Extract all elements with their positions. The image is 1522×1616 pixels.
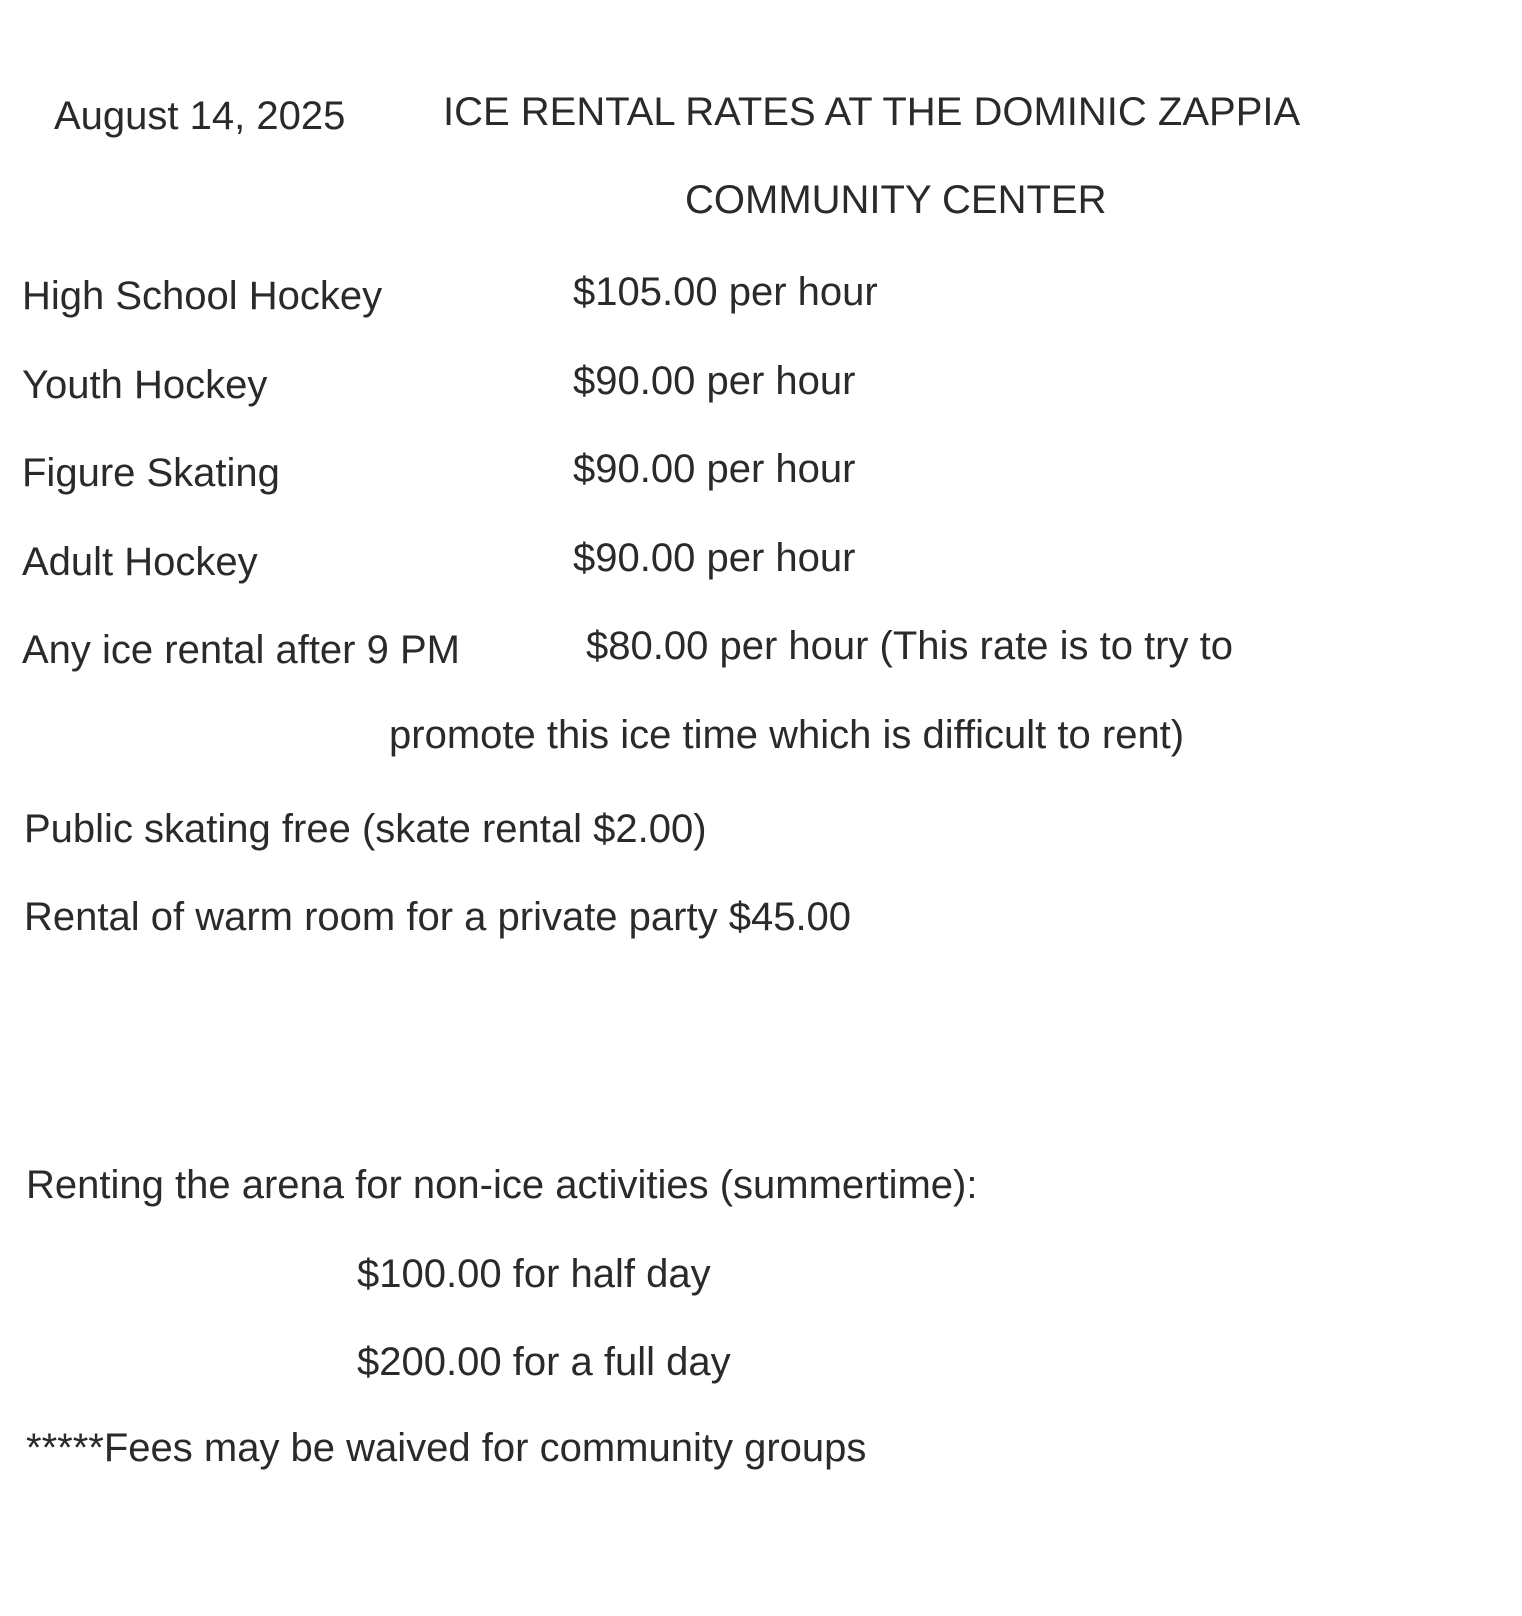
non-ice-heading: Renting the arena for non-ice activities (summertime): (26, 1163, 978, 1207)
non-ice-half-day-rate: $100.00 for half day (357, 1252, 711, 1296)
rate-value-high-school-hockey: $105.00 per hour (573, 270, 878, 314)
rate-label-high-school-hockey: High School Hockey (22, 274, 383, 318)
rate-label-adult-hockey: Adult Hockey (22, 540, 258, 584)
rate-label-youth-hockey: Youth Hockey (22, 363, 268, 407)
rate-note-late-ice-rental: promote this ice time which is difficult to rent) (389, 713, 1185, 757)
document-title-line-2: COMMUNITY CENTER (685, 178, 1107, 222)
rate-label-figure-skating: Figure Skating (22, 451, 280, 495)
warm-room-line: Rental of warm room for a private party $45.00 (24, 895, 852, 939)
rate-value-figure-skating: $90.00 per hour (573, 447, 856, 491)
rate-label-late-ice-rental: Any ice rental after 9 PM (22, 628, 460, 672)
document-title-line-1: ICE RENTAL RATES AT THE DOMINIC ZAPPIA (443, 90, 1301, 134)
public-skating-line: Public skating free (skate rental $2.00) (24, 807, 707, 851)
non-ice-full-day-rate: $200.00 for a full day (357, 1340, 731, 1384)
rate-value-youth-hockey: $90.00 per hour (573, 359, 856, 403)
rate-value-adult-hockey: $90.00 per hour (573, 536, 856, 580)
fee-waiver-footnote: *****Fees may be waived for community groups (26, 1426, 867, 1470)
rate-value-late-ice-rental: $80.00 per hour (This rate is to try to (586, 624, 1233, 668)
document-date: August 14, 2025 (54, 94, 346, 138)
